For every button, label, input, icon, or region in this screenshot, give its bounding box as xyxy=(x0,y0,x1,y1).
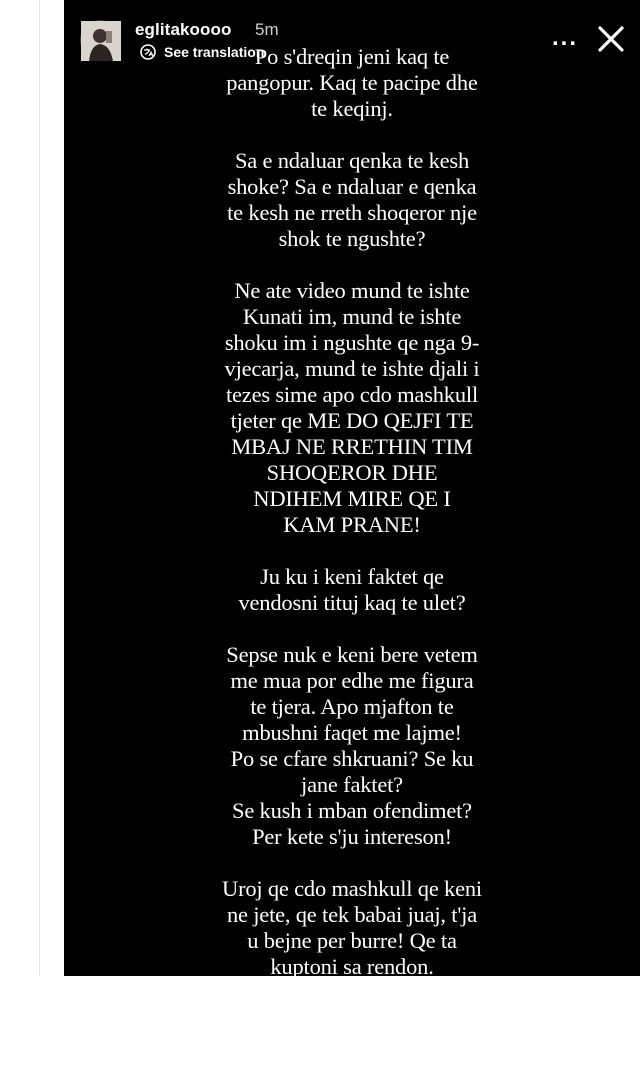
see-translation-label: See translation xyxy=(164,44,265,60)
story-paragraph xyxy=(92,564,612,616)
story-text-line: vendosni tituj kaq te ulet? xyxy=(238,590,466,615)
story-text-line: & e prapambetur! xyxy=(273,1058,431,1083)
story-text-line: me mua por edhe me figura xyxy=(230,668,474,693)
more-options-button[interactable] xyxy=(548,26,582,50)
story-text-line: te tjera. Apo mjafton te xyxy=(250,694,454,719)
story-text-line: shoku im i ngushte qe nga 9- xyxy=(224,330,480,355)
close-button[interactable] xyxy=(594,22,628,56)
story-header xyxy=(64,14,640,68)
story-text-line: shoke? Sa e ndaluar e qenka xyxy=(227,174,477,199)
story-text-line: MBAJ NE RRETHIN TIM xyxy=(231,434,473,459)
story-text-line: shok te ngushte? xyxy=(278,226,426,251)
story-text-line: Po s'dreqin jeni kaq te xyxy=(254,44,450,69)
story-text xyxy=(92,44,612,1084)
story-text-line: Per kete s'ju intereson! xyxy=(252,824,452,849)
left-margin xyxy=(0,0,40,976)
story-text-line: ne jete, qe tek babai juaj, t'ja xyxy=(226,902,478,927)
story-paragraph xyxy=(92,1006,612,1084)
avatar[interactable] xyxy=(80,20,120,60)
story-text-line: NDIHEM MIRE QE I xyxy=(253,486,451,511)
story-text-line: Uroj qe cdo mashkull qe keni xyxy=(222,876,482,901)
story-text-line: jane faktet? xyxy=(301,772,403,797)
see-translation-button[interactable] xyxy=(140,44,264,60)
avatar-image xyxy=(81,21,121,61)
story-paragraph xyxy=(92,876,612,980)
story-text-line: te kesh ne rreth shoqeror nje xyxy=(227,200,477,225)
story-text-line: Sa e ndaluar qenka te kesh xyxy=(234,148,470,173)
story-paragraph xyxy=(92,642,612,850)
story-text-line: Se kush i mban ofendimet? xyxy=(232,798,472,823)
story-text-line: u bejne per burre! Qe ta xyxy=(247,928,457,953)
story-paragraph xyxy=(92,278,612,538)
story-text-line: kuptoni sa rendon. xyxy=(270,954,434,979)
story-text-line: Kunati im, mund te ishte xyxy=(242,304,462,329)
story-text-line: tezes sime apo cdo mashkull xyxy=(225,382,479,407)
story-text-line: te keqinj. xyxy=(311,96,393,121)
post-time: 5m xyxy=(255,20,279,39)
story-text-line: vjecarja, mund te ishte djali i xyxy=(224,356,480,381)
story-text-line: Ju ku i keni faktet qe xyxy=(260,564,444,589)
story-text-line: KAM PRANE! xyxy=(283,512,421,537)
story-text-line: Sepse nuk e keni bere vetem xyxy=(226,642,478,667)
story-text-line: mbushni faqet me lajme! xyxy=(242,720,462,745)
story-text-line: SHOQEROR DHE xyxy=(266,460,438,485)
story-text-line: pangopur. Kaq te pacipe dhe xyxy=(226,70,478,95)
story-view[interactable] xyxy=(64,0,640,1083)
story-text-line: Po se cfare shkruani? Se ku xyxy=(230,746,474,771)
story-text-line: tjeter qe ME DO QEJFI TE xyxy=(230,408,474,433)
translate-icon xyxy=(140,44,156,60)
story-text-line: Na lini te lire te kemi xyxy=(258,1006,446,1031)
more-horizontal-icon: ... xyxy=(551,24,578,51)
story-text-line: Ne ate video mund te ishte xyxy=(234,278,470,303)
story-text-line: shoqeri, o Shqiperi e qelbur xyxy=(230,1032,474,1057)
close-icon xyxy=(594,22,628,56)
story-paragraph xyxy=(92,148,612,252)
username[interactable]: eglitakoooo xyxy=(135,20,232,39)
